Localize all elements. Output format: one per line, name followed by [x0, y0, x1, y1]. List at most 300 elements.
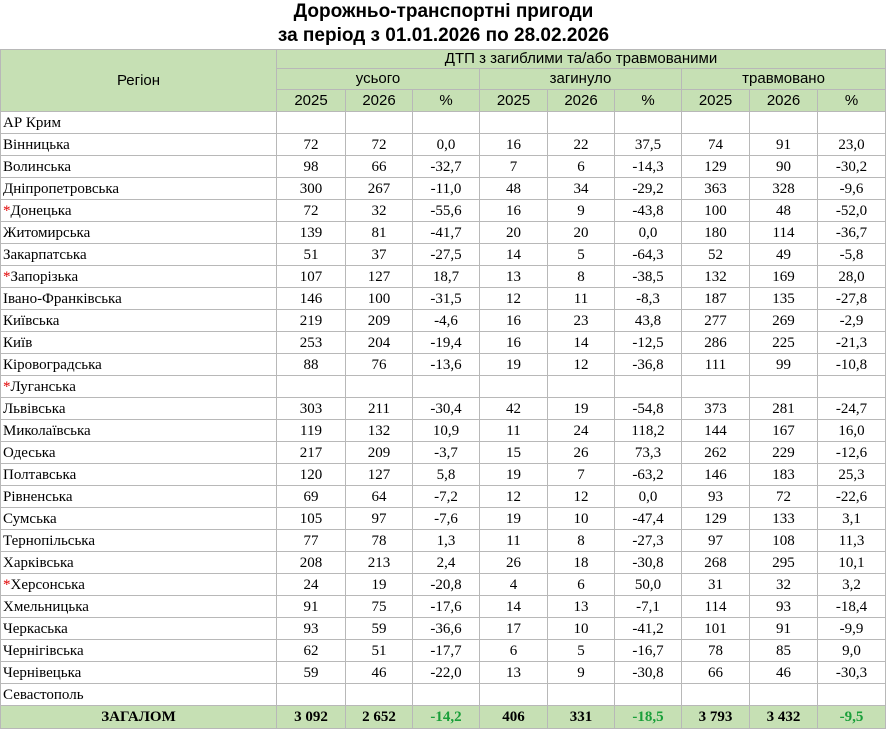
- value-cell: 5: [548, 640, 615, 662]
- percent-cell: [615, 376, 682, 398]
- percent-cell: -64,3: [615, 244, 682, 266]
- region-cell: [1, 662, 277, 684]
- value-cell: 6: [548, 574, 615, 596]
- value-cell: 72: [277, 200, 346, 222]
- percent-cell: 3,2: [818, 574, 886, 596]
- value-cell: 19: [480, 508, 548, 530]
- percent-cell: [615, 112, 682, 134]
- percent-cell: 9,0: [818, 640, 886, 662]
- total-row: [1, 706, 886, 729]
- percent-cell: -22,0: [413, 662, 480, 684]
- region-name: Донецька: [10, 202, 72, 219]
- region-cell: [1, 134, 277, 156]
- value-cell: 19: [548, 398, 615, 420]
- table-row: [1, 442, 886, 464]
- region-cell: [1, 552, 277, 574]
- value-cell: [346, 376, 413, 398]
- percent-cell: -36,7: [818, 222, 886, 244]
- value-cell: 93: [750, 596, 818, 618]
- total-value-cell: 2 652: [346, 706, 413, 729]
- percent-cell: 73,3: [615, 442, 682, 464]
- value-cell: [346, 112, 413, 134]
- percent-cell: -43,8: [615, 200, 682, 222]
- value-cell: 144: [682, 420, 750, 442]
- percent-cell: -2,9: [818, 310, 886, 332]
- region-cell: [1, 398, 277, 420]
- value-cell: 88: [277, 354, 346, 376]
- value-cell: 105: [277, 508, 346, 530]
- percent-cell: [818, 376, 886, 398]
- value-cell: 24: [277, 574, 346, 596]
- region-cell: [1, 596, 277, 618]
- header-col: 2026: [548, 90, 615, 112]
- value-cell: 32: [346, 200, 413, 222]
- value-cell: 139: [277, 222, 346, 244]
- value-cell: 5: [548, 244, 615, 266]
- value-cell: 8: [548, 530, 615, 552]
- value-cell: 16: [480, 310, 548, 332]
- percent-cell: [413, 112, 480, 134]
- value-cell: 281: [750, 398, 818, 420]
- value-cell: 62: [277, 640, 346, 662]
- value-cell: 10: [548, 618, 615, 640]
- value-cell: 11: [480, 530, 548, 552]
- value-cell: 32: [750, 574, 818, 596]
- header-col: %: [413, 90, 480, 112]
- percent-cell: 16,0: [818, 420, 886, 442]
- value-cell: 8: [548, 266, 615, 288]
- region-name: Черкаська: [3, 620, 68, 637]
- header-col: 2025: [277, 90, 346, 112]
- value-cell: 69: [277, 486, 346, 508]
- total-value-cell: 3 432: [750, 706, 818, 729]
- value-cell: 46: [346, 662, 413, 684]
- table-row: [1, 618, 886, 640]
- value-cell: 48: [480, 178, 548, 200]
- value-cell: 46: [750, 662, 818, 684]
- table-row: [1, 112, 886, 134]
- percent-cell: -36,6: [413, 618, 480, 640]
- value-cell: 300: [277, 178, 346, 200]
- value-cell: 303: [277, 398, 346, 420]
- value-cell: 108: [750, 530, 818, 552]
- region-cell: [1, 420, 277, 442]
- percent-cell: -11,0: [413, 178, 480, 200]
- percent-cell: -30,8: [615, 552, 682, 574]
- value-cell: 127: [346, 464, 413, 486]
- value-cell: 91: [277, 596, 346, 618]
- value-cell: 49: [750, 244, 818, 266]
- value-cell: [750, 112, 818, 134]
- value-cell: 48: [750, 200, 818, 222]
- value-cell: 107: [277, 266, 346, 288]
- value-cell: 127: [346, 266, 413, 288]
- value-cell: [548, 684, 615, 706]
- table-row: [1, 288, 886, 310]
- report-title: Дорожньо-транспортні пригоди: [293, 1, 594, 22]
- value-cell: 268: [682, 552, 750, 574]
- table-row: [1, 222, 886, 244]
- value-cell: 133: [750, 508, 818, 530]
- percent-cell: -52,0: [818, 200, 886, 222]
- region-cell: [1, 530, 277, 552]
- percent-cell: [413, 376, 480, 398]
- value-cell: 100: [346, 288, 413, 310]
- table-row: [1, 530, 886, 552]
- value-cell: 119: [277, 420, 346, 442]
- value-cell: [277, 684, 346, 706]
- region-cell: [1, 244, 277, 266]
- value-cell: [480, 376, 548, 398]
- value-cell: 90: [750, 156, 818, 178]
- value-cell: 93: [682, 486, 750, 508]
- table-row: [1, 552, 886, 574]
- region-cell: [1, 618, 277, 640]
- table-row: [1, 420, 886, 442]
- percent-cell: -9,6: [818, 178, 886, 200]
- value-cell: 98: [277, 156, 346, 178]
- total-value-cell: 406: [480, 706, 548, 729]
- region-name: Закарпатська: [3, 246, 87, 263]
- percent-cell: 11,3: [818, 530, 886, 552]
- value-cell: 77: [277, 530, 346, 552]
- table-row: [1, 486, 886, 508]
- value-cell: 229: [750, 442, 818, 464]
- total-value-cell: 3 092: [277, 706, 346, 729]
- value-cell: 209: [346, 442, 413, 464]
- region-name: Вінницька: [3, 136, 70, 153]
- percent-cell: -30,3: [818, 662, 886, 684]
- value-cell: 99: [750, 354, 818, 376]
- value-cell: [548, 376, 615, 398]
- value-cell: 225: [750, 332, 818, 354]
- value-cell: 169: [750, 266, 818, 288]
- table-row: [1, 178, 886, 200]
- value-cell: 34: [548, 178, 615, 200]
- total-value-cell: 331: [548, 706, 615, 729]
- percent-cell: -41,7: [413, 222, 480, 244]
- value-cell: 9: [548, 200, 615, 222]
- value-cell: 97: [346, 508, 413, 530]
- table-row: [1, 156, 886, 178]
- value-cell: 72: [346, 134, 413, 156]
- value-cell: 129: [682, 156, 750, 178]
- value-cell: 93: [277, 618, 346, 640]
- table-row: [1, 464, 886, 486]
- occupied-marker: *: [3, 202, 11, 219]
- value-cell: 42: [480, 398, 548, 420]
- percent-cell: -24,7: [818, 398, 886, 420]
- region-name: Рівненська: [3, 488, 73, 505]
- value-cell: 78: [682, 640, 750, 662]
- percent-cell: -54,8: [615, 398, 682, 420]
- percent-cell: [615, 684, 682, 706]
- percent-cell: -12,6: [818, 442, 886, 464]
- value-cell: 146: [277, 288, 346, 310]
- value-cell: 11: [548, 288, 615, 310]
- value-cell: 363: [682, 178, 750, 200]
- region-name: Полтавська: [3, 466, 77, 483]
- value-cell: 213: [346, 552, 413, 574]
- percent-cell: 10,9: [413, 420, 480, 442]
- value-cell: 51: [346, 640, 413, 662]
- value-cell: 11: [480, 420, 548, 442]
- region-name: Волинська: [3, 158, 72, 175]
- percent-cell: -7,1: [615, 596, 682, 618]
- region-cell: [1, 266, 277, 288]
- table-row: [1, 596, 886, 618]
- value-cell: 66: [346, 156, 413, 178]
- percent-cell: -30,8: [615, 662, 682, 684]
- value-cell: 129: [682, 508, 750, 530]
- value-cell: 13: [480, 266, 548, 288]
- table-row: [1, 684, 886, 706]
- value-cell: 6: [548, 156, 615, 178]
- region-cell: [1, 464, 277, 486]
- table-row: [1, 398, 886, 420]
- percent-cell: -10,8: [818, 354, 886, 376]
- value-cell: 13: [480, 662, 548, 684]
- value-cell: 4: [480, 574, 548, 596]
- value-cell: [682, 112, 750, 134]
- value-cell: 14: [548, 332, 615, 354]
- value-cell: 64: [346, 486, 413, 508]
- value-cell: 59: [277, 662, 346, 684]
- percent-cell: 118,2: [615, 420, 682, 442]
- region-cell: [1, 354, 277, 376]
- percent-cell: -16,7: [615, 640, 682, 662]
- percent-cell: -55,6: [413, 200, 480, 222]
- table-row: [1, 354, 886, 376]
- value-cell: 135: [750, 288, 818, 310]
- report-period: за період з 01.01.2026 по 28.02.2026: [277, 25, 610, 46]
- value-cell: 72: [750, 486, 818, 508]
- value-cell: 267: [346, 178, 413, 200]
- region-cell: [1, 112, 277, 134]
- percent-cell: 5,8: [413, 464, 480, 486]
- value-cell: 12: [480, 288, 548, 310]
- value-cell: [750, 376, 818, 398]
- value-cell: 76: [346, 354, 413, 376]
- percent-cell: -17,7: [413, 640, 480, 662]
- value-cell: [346, 684, 413, 706]
- table-row: [1, 266, 886, 288]
- region-cell: [1, 178, 277, 200]
- percent-cell: -30,2: [818, 156, 886, 178]
- header-col: 2025: [480, 90, 548, 112]
- percent-cell: 10,1: [818, 552, 886, 574]
- region-name: Чернівецька: [3, 664, 82, 681]
- value-cell: [682, 684, 750, 706]
- percent-cell: -29,2: [615, 178, 682, 200]
- region-cell: [1, 574, 277, 596]
- percent-cell: -20,8: [413, 574, 480, 596]
- value-cell: 81: [346, 222, 413, 244]
- percent-cell: 1,3: [413, 530, 480, 552]
- table-row: [1, 508, 886, 530]
- value-cell: 9: [548, 662, 615, 684]
- percent-cell: -30,4: [413, 398, 480, 420]
- percent-cell: 0,0: [615, 222, 682, 244]
- value-cell: 6: [480, 640, 548, 662]
- region-name: Київ: [3, 334, 33, 351]
- region-cell: [1, 222, 277, 244]
- value-cell: 31: [682, 574, 750, 596]
- header-col: %: [615, 90, 682, 112]
- value-cell: [480, 684, 548, 706]
- value-cell: 7: [548, 464, 615, 486]
- value-cell: 101: [682, 618, 750, 640]
- total-percent-cell: -9,5: [818, 706, 886, 729]
- table-row: [1, 662, 886, 684]
- table-body: [1, 112, 886, 729]
- percent-cell: -32,7: [413, 156, 480, 178]
- region-name: Херсонська: [10, 576, 85, 593]
- region-cell: [1, 508, 277, 530]
- region-name: Львівська: [3, 400, 66, 417]
- value-cell: 132: [346, 420, 413, 442]
- value-cell: 100: [682, 200, 750, 222]
- value-cell: 16: [480, 200, 548, 222]
- value-cell: [277, 376, 346, 398]
- value-cell: 146: [682, 464, 750, 486]
- percent-cell: 3,1: [818, 508, 886, 530]
- percent-cell: 18,7: [413, 266, 480, 288]
- header-col: 2026: [346, 90, 413, 112]
- percent-cell: -7,2: [413, 486, 480, 508]
- percent-cell: 25,3: [818, 464, 886, 486]
- region-cell: [1, 640, 277, 662]
- header-col: 2026: [750, 90, 818, 112]
- value-cell: [277, 112, 346, 134]
- percent-cell: -19,4: [413, 332, 480, 354]
- percent-cell: 2,4: [413, 552, 480, 574]
- value-cell: 187: [682, 288, 750, 310]
- value-cell: 277: [682, 310, 750, 332]
- value-cell: 204: [346, 332, 413, 354]
- value-cell: 269: [750, 310, 818, 332]
- value-cell: 180: [682, 222, 750, 244]
- percent-cell: [413, 684, 480, 706]
- value-cell: 23: [548, 310, 615, 332]
- value-cell: 208: [277, 552, 346, 574]
- value-cell: 17: [480, 618, 548, 640]
- value-cell: 26: [548, 442, 615, 464]
- value-cell: 15: [480, 442, 548, 464]
- region-cell: [1, 332, 277, 354]
- value-cell: 286: [682, 332, 750, 354]
- value-cell: 167: [750, 420, 818, 442]
- region-cell: [1, 310, 277, 332]
- value-cell: 20: [480, 222, 548, 244]
- percent-cell: -3,7: [413, 442, 480, 464]
- value-cell: 14: [480, 244, 548, 266]
- value-cell: 16: [480, 134, 548, 156]
- value-cell: 262: [682, 442, 750, 464]
- region-name: Одеська: [3, 444, 56, 461]
- percent-cell: 0,0: [615, 486, 682, 508]
- value-cell: [548, 112, 615, 134]
- occupied-marker: *: [3, 268, 11, 285]
- percent-cell: -7,6: [413, 508, 480, 530]
- region-cell: [1, 156, 277, 178]
- table-row: [1, 200, 886, 222]
- region-name: Севастополь: [3, 686, 84, 703]
- value-cell: 12: [548, 354, 615, 376]
- percent-cell: 23,0: [818, 134, 886, 156]
- value-cell: [480, 112, 548, 134]
- value-cell: 97: [682, 530, 750, 552]
- value-cell: 209: [346, 310, 413, 332]
- percent-cell: -63,2: [615, 464, 682, 486]
- header-killed: загинуло: [480, 69, 682, 90]
- percent-cell: -5,8: [818, 244, 886, 266]
- value-cell: 12: [480, 486, 548, 508]
- value-cell: 19: [346, 574, 413, 596]
- value-cell: 211: [346, 398, 413, 420]
- table-row: [1, 310, 886, 332]
- percent-cell: -27,5: [413, 244, 480, 266]
- region-name: Чернігівська: [3, 642, 84, 659]
- percent-cell: -13,6: [413, 354, 480, 376]
- region-name: Харківська: [3, 554, 74, 571]
- percent-cell: -18,4: [818, 596, 886, 618]
- total-label: ЗАГАЛОМ: [1, 706, 277, 729]
- value-cell: 328: [750, 178, 818, 200]
- value-cell: 253: [277, 332, 346, 354]
- table-row: [1, 574, 886, 596]
- percent-cell: -4,6: [413, 310, 480, 332]
- region-cell: [1, 684, 277, 706]
- occupied-marker: *: [3, 576, 11, 593]
- percent-cell: 28,0: [818, 266, 886, 288]
- region-name: Київська: [3, 312, 60, 329]
- value-cell: 19: [480, 354, 548, 376]
- percent-cell: -17,6: [413, 596, 480, 618]
- region-name: Житомирська: [3, 224, 91, 241]
- region-cell: [1, 442, 277, 464]
- header-col: 2025: [682, 90, 750, 112]
- total-percent-cell: -18,5: [615, 706, 682, 729]
- value-cell: 18: [548, 552, 615, 574]
- value-cell: 26: [480, 552, 548, 574]
- value-cell: 295: [750, 552, 818, 574]
- value-cell: 14: [480, 596, 548, 618]
- value-cell: 22: [548, 134, 615, 156]
- value-cell: 75: [346, 596, 413, 618]
- region-cell: [1, 376, 277, 398]
- percent-cell: -12,5: [615, 332, 682, 354]
- percent-cell: -21,3: [818, 332, 886, 354]
- region-cell: [1, 486, 277, 508]
- value-cell: 85: [750, 640, 818, 662]
- value-cell: 19: [480, 464, 548, 486]
- percent-cell: -38,5: [615, 266, 682, 288]
- region-name: Івано-Франківська: [3, 290, 122, 307]
- value-cell: 10: [548, 508, 615, 530]
- header-injured: травмовано: [682, 69, 886, 90]
- value-cell: 12: [548, 486, 615, 508]
- percent-cell: 50,0: [615, 574, 682, 596]
- header-group: ДТП з загиблими та/або травмованими: [277, 50, 886, 69]
- value-cell: 51: [277, 244, 346, 266]
- percent-cell: [818, 684, 886, 706]
- value-cell: 74: [682, 134, 750, 156]
- total-value-cell: 3 793: [682, 706, 750, 729]
- table-row: [1, 244, 886, 266]
- value-cell: 52: [682, 244, 750, 266]
- region-name: Запорізька: [10, 268, 79, 285]
